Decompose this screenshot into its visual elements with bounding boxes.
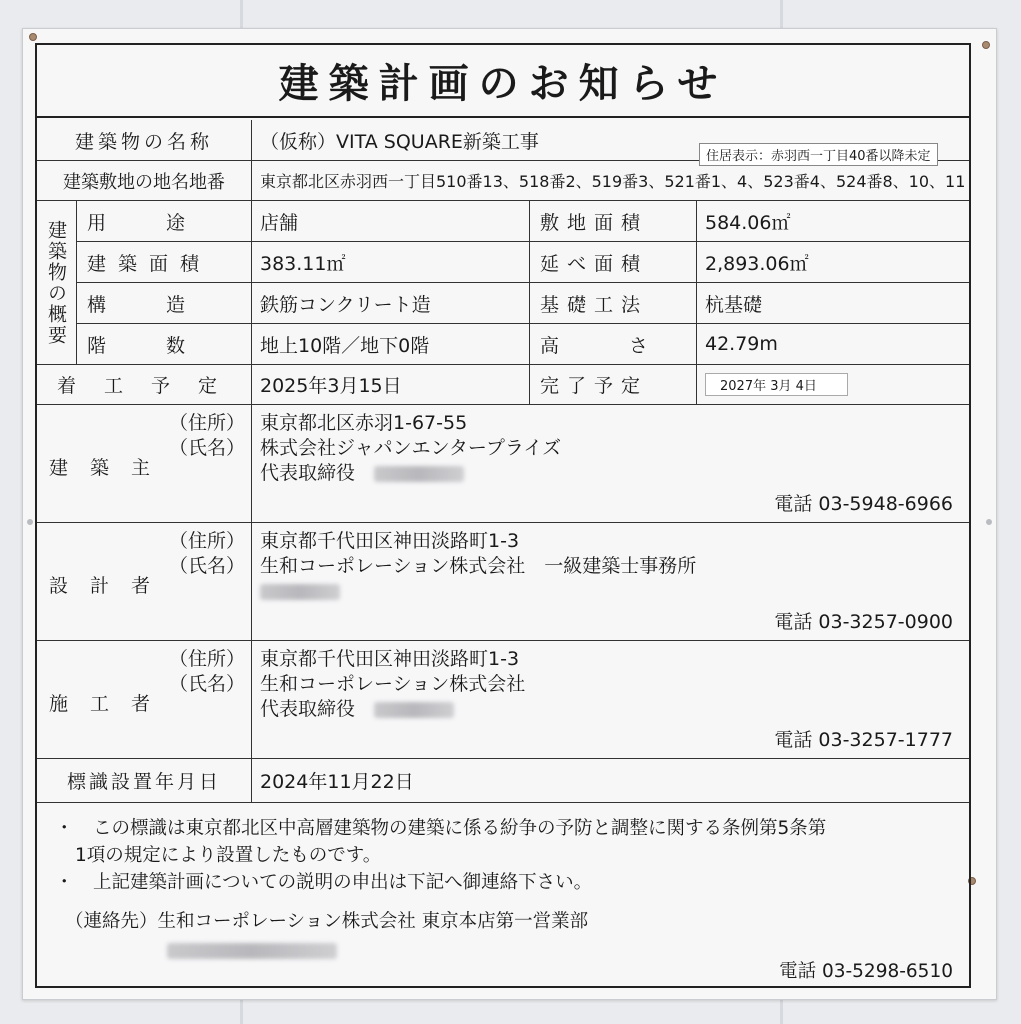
contractor-value-cell <box>252 641 969 759</box>
owner-rep: 代表取締役 <box>260 462 356 484</box>
contractor-rep: 代表取締役 <box>260 698 356 720</box>
building-area-label: 建築面積 <box>77 242 252 283</box>
contractor-address: 東京都千代田区神田淡路町1-3 <box>260 648 520 670</box>
page-title: 建築計画のお知らせ <box>37 45 969 118</box>
owner-company: 株式会社ジャパンエンタープライズ <box>260 437 562 459</box>
contractor-tel: 電話 03-3257-1777 <box>774 729 953 751</box>
redacted-name <box>374 466 464 482</box>
height-label: 高さ <box>530 324 697 365</box>
structure-value: 鉄筋コンクリート造 <box>252 283 530 324</box>
contractor-label-cell <box>37 641 252 759</box>
notice-frame <box>35 43 971 988</box>
use-label-text: 用途 <box>87 211 246 234</box>
owner-label: 建築主 <box>49 457 173 479</box>
floors-label: 階数 <box>77 324 252 365</box>
designer-label-cell <box>37 523 252 641</box>
start-value: 2025年3月15日 <box>252 365 530 405</box>
owner-label-cell <box>37 405 252 523</box>
redacted-name <box>260 584 340 600</box>
designer-address: 東京都千代田区神田淡路町1-3 <box>260 530 520 552</box>
floor-area-value: 2,893.06㎡ <box>697 242 969 283</box>
name-value-text: （仮称）VITA SQUARE新築工事 <box>260 130 539 153</box>
structure-label: 構造 <box>77 283 252 324</box>
site-label: 建築敷地の地名地番 <box>37 161 252 201</box>
note-line-2: 1項の規定により設置したものです。 <box>75 845 382 866</box>
designer-label: 設計者 <box>49 575 173 597</box>
owner-name-tag: （氏名） <box>168 437 245 459</box>
bolt-icon <box>29 33 37 41</box>
site-area-value: 584.06㎡ <box>697 201 969 242</box>
floor-area-label: 延べ面積 <box>530 242 697 283</box>
owner-addr-tag: （住所） <box>168 412 245 434</box>
overview-side-label: 建築物の概要 <box>37 201 77 365</box>
contractor-company: 生和コーポレーション株式会社 <box>260 673 526 695</box>
designer-company: 生和コーポレーション株式会社 一級建築士事務所 <box>260 555 697 577</box>
designer-name-tag: （氏名） <box>168 555 245 577</box>
use-value: 店舗 <box>252 201 530 242</box>
address-note: 住居表示：赤羽西一丁目40番以降未定 <box>699 143 938 166</box>
contractor-addr-tag: （住所） <box>168 648 245 670</box>
note-line-3: 上記建築計画についての説明の申出は下記へ御連絡下さい。 <box>93 872 593 893</box>
foundation-value: 杭基礎 <box>697 283 969 324</box>
finish-label: 完了予定 <box>530 365 697 405</box>
site-area-label: 敷地面積 <box>530 201 697 242</box>
floors-value: 地上10階／地下0階 <box>252 324 530 365</box>
owner-value-cell <box>252 405 969 523</box>
finish-value <box>697 365 969 405</box>
site-value: 東京都北区赤羽西一丁目510番13、518番2、519番3、521番1、4、523番4、524番8、10、11 <box>252 161 969 201</box>
finish-value-text: 2027年 3月 4日 <box>705 373 848 396</box>
note-line-1: この標識は東京都北区中高層建築物の建築に係る紛争の予防と調整に関する条例第5条第 <box>93 818 827 839</box>
name-label: 建築物の名称 <box>37 120 252 161</box>
contractor-name-tag: （氏名） <box>168 673 245 695</box>
note-bullet: ・ <box>55 872 74 893</box>
use-label <box>77 201 252 242</box>
designer-tel: 電話 03-3257-0900 <box>774 611 953 633</box>
bolt-icon <box>982 41 990 49</box>
start-label: 着工予定 <box>37 365 252 405</box>
note-bullet: ・ <box>55 818 74 839</box>
sign-date-label: 標識設置年月日 <box>37 759 252 803</box>
notice-board <box>22 28 997 1000</box>
notes-section <box>37 805 969 990</box>
rivet-icon <box>27 519 33 525</box>
designer-value-cell <box>252 523 969 641</box>
note-tel: 電話 03-5298-6510 <box>779 961 953 982</box>
sign-date-value: 2024年11月22日 <box>252 759 969 803</box>
rivet-icon <box>986 519 992 525</box>
contractor-label: 施工者 <box>49 693 173 715</box>
owner-address: 東京都北区赤羽1-67-55 <box>260 412 468 434</box>
building-area-value: 383.11㎡ <box>252 242 530 283</box>
height-value: 42.79m <box>697 324 969 365</box>
designer-addr-tag: （住所） <box>168 530 245 552</box>
redacted-contact <box>167 937 337 964</box>
note-contact: （連絡先）生和コーポレーション株式会社 東京本店第一営業部 <box>65 911 589 932</box>
owner-tel: 電話 03-5948-6966 <box>774 493 953 515</box>
redacted-name <box>374 702 454 718</box>
foundation-label: 基礎工法 <box>530 283 697 324</box>
